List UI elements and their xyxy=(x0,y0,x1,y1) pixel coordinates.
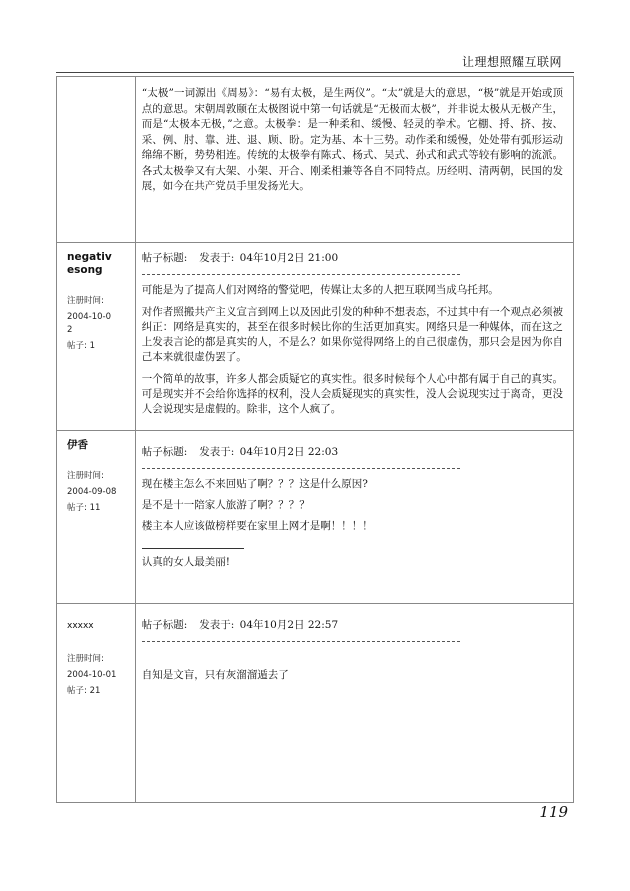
post-row xyxy=(57,243,574,431)
header-rule xyxy=(56,72,574,73)
post-user-meta xyxy=(67,295,135,353)
post-body-cell xyxy=(135,604,573,803)
intro-user-cell xyxy=(57,77,136,243)
forum-thread-table xyxy=(56,76,574,803)
posted-at-label: 发表于: xyxy=(199,446,235,458)
post-user-cell xyxy=(57,431,136,604)
reg-date: 2004-10-02 xyxy=(67,312,111,335)
post-paragraph: 自知是文盲，只有灰溜溜遁去了 xyxy=(141,669,289,681)
intro-body-cell xyxy=(135,77,573,243)
post-time: 04年10月2日 21:00 xyxy=(239,252,339,264)
posted-at-label: 发表于: xyxy=(199,252,235,264)
post-count-label: 帖子: xyxy=(67,686,87,696)
intro-post-text: “太极”一词源出《周易》：“易有太极，是生两仪”。“太”就是大的意思，“极”就是开始或顶点的意思。宋朝周敦颐在太极图说中第一句话就是“无极而太极”，并非说太极从无极产生，而是“太极本无极，”之意。太极拳：是一种柔和、缓慢、轻灵的拳术。它棚、捋、挤、按、采、例、肘、靠、进、退、顾、盼。定为基、本十三势。动作柔和缓慢，处处带有弧形运动绵绵不断，势势相连。传统的太极拳有陈式、杨式、吴式、孙式和武式等较有影响的流派。各式太极拳又有大架、小架、开合、刚柔相兼等各自不同特点。历经明、清两朝，民国的发展，如今在共产党员手里发扬光大。 xyxy=(141,87,563,192)
post-row xyxy=(57,604,574,803)
post-paragraph: 一个简单的故事，许多人都会质疑它的真实性。很多时候每个人心中都有属于自己的真实。可是现实并不会给你选择的权利，没人会质疑现实的真实性，没人会说现实过于离奇，更没人会说现实是虚假的。除非，这个人疯了。 xyxy=(141,373,563,415)
post-title-line xyxy=(142,251,563,266)
post-count: 21 xyxy=(89,686,101,696)
post-row xyxy=(57,431,574,604)
post-title-line xyxy=(142,618,563,633)
reg-time-label: 注册时间: xyxy=(67,296,104,306)
post-body-cell xyxy=(135,431,573,604)
reg-date: 2004-10-01 xyxy=(67,670,117,680)
reg-time-label: 注册时间: xyxy=(67,471,104,481)
post-count-line xyxy=(67,502,135,515)
post-body-cell xyxy=(135,243,573,431)
post-divider xyxy=(142,641,460,642)
post-title-label: 帖子标题: xyxy=(141,252,188,264)
intro-post-row xyxy=(57,77,574,243)
post-paragraph: 现在楼主怎么不来回贴了啊？？？这是什么原因? xyxy=(141,478,368,490)
post-paragraph: 可能是为了提高人们对网络的警觉吧，传媒让太多的人把互联网当成乌托邦。 xyxy=(141,284,499,296)
running-title: 让理想照耀互联网 xyxy=(461,55,562,69)
post-signature: 认真的女人最美丽! xyxy=(141,556,230,568)
post-username[interactable]: negativesong xyxy=(67,251,112,276)
post-paragraph: 是不是十一陪家人旅游了啊？？？？ xyxy=(141,499,310,511)
post-title-label: 帖子标题: xyxy=(141,446,188,458)
post-user-cell xyxy=(57,243,136,431)
post-time: 04年10月2日 22:03 xyxy=(239,446,339,458)
post-divider xyxy=(142,274,460,275)
post-count-line xyxy=(67,340,135,353)
post-count-label: 帖子: xyxy=(67,341,87,351)
signature-rule xyxy=(142,548,244,549)
reg-date: 2004-09-08 xyxy=(67,487,117,497)
post-paragraph: 楼主本人应该做榜样要在家里上网才是啊！！！！ xyxy=(141,520,373,532)
post-user-cell xyxy=(57,604,136,803)
post-time: 04年10月2日 22:57 xyxy=(239,619,339,631)
post-divider xyxy=(142,468,460,469)
page-number: 119 xyxy=(539,803,568,821)
post-count-line xyxy=(67,685,135,698)
post-title-line xyxy=(142,445,563,460)
post-username[interactable]: xxxxx xyxy=(67,621,94,631)
post-username[interactable]: 伊香 xyxy=(67,439,88,451)
posted-at-label: 发表于: xyxy=(199,619,235,631)
post-paragraph: 对作者照搬共产主义宣言到网上以及因此引发的种种不想表态，不过其中有一个观点必须被纠正：网络是真实的，甚至在很多时候比你的生活更加真实。网络只是一种媒体，而在这之上发表言论的都是真实的人，不是么？如果你觉得网络上的自己很虚伪，那只会是因为你自己本来就很虚伪罢了。 xyxy=(141,306,563,363)
post-count-label: 帖子: xyxy=(67,503,87,513)
post-count: 11 xyxy=(89,503,101,513)
post-title-label: 帖子标题: xyxy=(141,619,188,631)
reg-time-label: 注册时间: xyxy=(67,654,104,664)
post-count: 1 xyxy=(89,341,95,351)
post-user-meta xyxy=(67,470,135,515)
post-user-meta xyxy=(67,653,135,698)
